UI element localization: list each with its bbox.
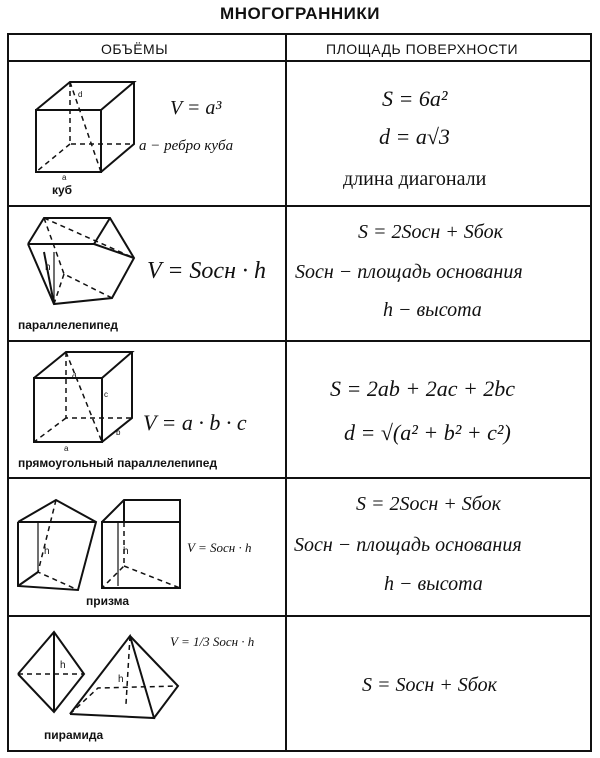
cube-diagonal-formula: d = a√3 <box>379 124 450 149</box>
prism-surface-formula: S = 2Sосн + Sбок <box>356 493 501 515</box>
parallelepiped-surface-formula: S = 2Sосн + Sбок <box>358 221 503 243</box>
pyramid-surface-formula: S = Sосн + Sбок <box>362 674 497 696</box>
rect-parallelepiped-caption: прямоугольный параллелепипед <box>18 456 218 470</box>
pyramid-height-label-left: h <box>60 660 66 671</box>
prism-base-note: Sосн − площадь основания <box>294 534 522 556</box>
page-title: МНОГОГРАННИКИ <box>220 4 380 23</box>
pyramid-caption: пирамида <box>44 728 104 742</box>
parallelepiped-volume-formula: V = Sосн · h <box>147 258 266 284</box>
cube-diagonal-note: длина диагонали <box>343 168 487 190</box>
rect-surface-formula: S = 2ab + 2ac + 2bc <box>330 376 516 401</box>
column-divider <box>285 35 287 750</box>
prism-volume-formula: V = Sосн · h <box>187 540 252 555</box>
cube-edge-note: a − ребро куба <box>139 138 234 154</box>
cube-figure <box>28 72 138 182</box>
rect-parallelepiped-figure <box>26 348 138 448</box>
cube-diagonal-label: d <box>78 90 83 99</box>
prism-caption: призма <box>86 594 130 608</box>
parallelepiped-figure <box>24 212 144 312</box>
pyramid-height-label-right: h <box>118 674 124 685</box>
header-surface: ПЛОЩАДЬ ПОВЕРХНОСТИ <box>326 41 519 57</box>
prism-height-label-right: h <box>123 546 129 557</box>
rect-edge-a-label: a <box>64 444 69 453</box>
row-divider <box>9 615 590 617</box>
parallelepiped-caption: параллелепипед <box>18 318 118 332</box>
rect-edge-b-label: b <box>116 428 121 437</box>
prism-figure <box>12 496 184 594</box>
cube-edge-label: a <box>62 173 67 182</box>
row-divider <box>9 60 590 62</box>
cube-surface-formula: S = 6a² <box>382 86 448 111</box>
pyramid-figure <box>14 628 184 726</box>
header-volume: ОБЪЁМЫ <box>101 41 169 57</box>
cube-volume-formula: V = a³ <box>170 97 222 119</box>
pyramid-volume-formula: V = 1/3 Sосн · h <box>170 634 255 649</box>
parallelepiped-base-note: Sосн − площадь основания <box>295 261 523 283</box>
row-divider <box>9 477 590 479</box>
rect-diagonal-label: d <box>72 372 77 381</box>
rect-edge-c-label: c <box>104 390 108 399</box>
parallelepiped-height-note: h − высота <box>383 299 482 321</box>
cube-caption: куб <box>52 183 73 197</box>
row-divider <box>9 205 590 207</box>
prism-height-label-left: h <box>44 546 50 557</box>
row-divider <box>9 340 590 342</box>
rect-volume-formula: V = a · b · c <box>143 410 247 435</box>
parallelepiped-height-label: h <box>45 262 51 273</box>
rect-diagonal-formula: d = √(a² + b² + c²) <box>344 420 511 445</box>
prism-height-note: h − высота <box>384 573 483 595</box>
